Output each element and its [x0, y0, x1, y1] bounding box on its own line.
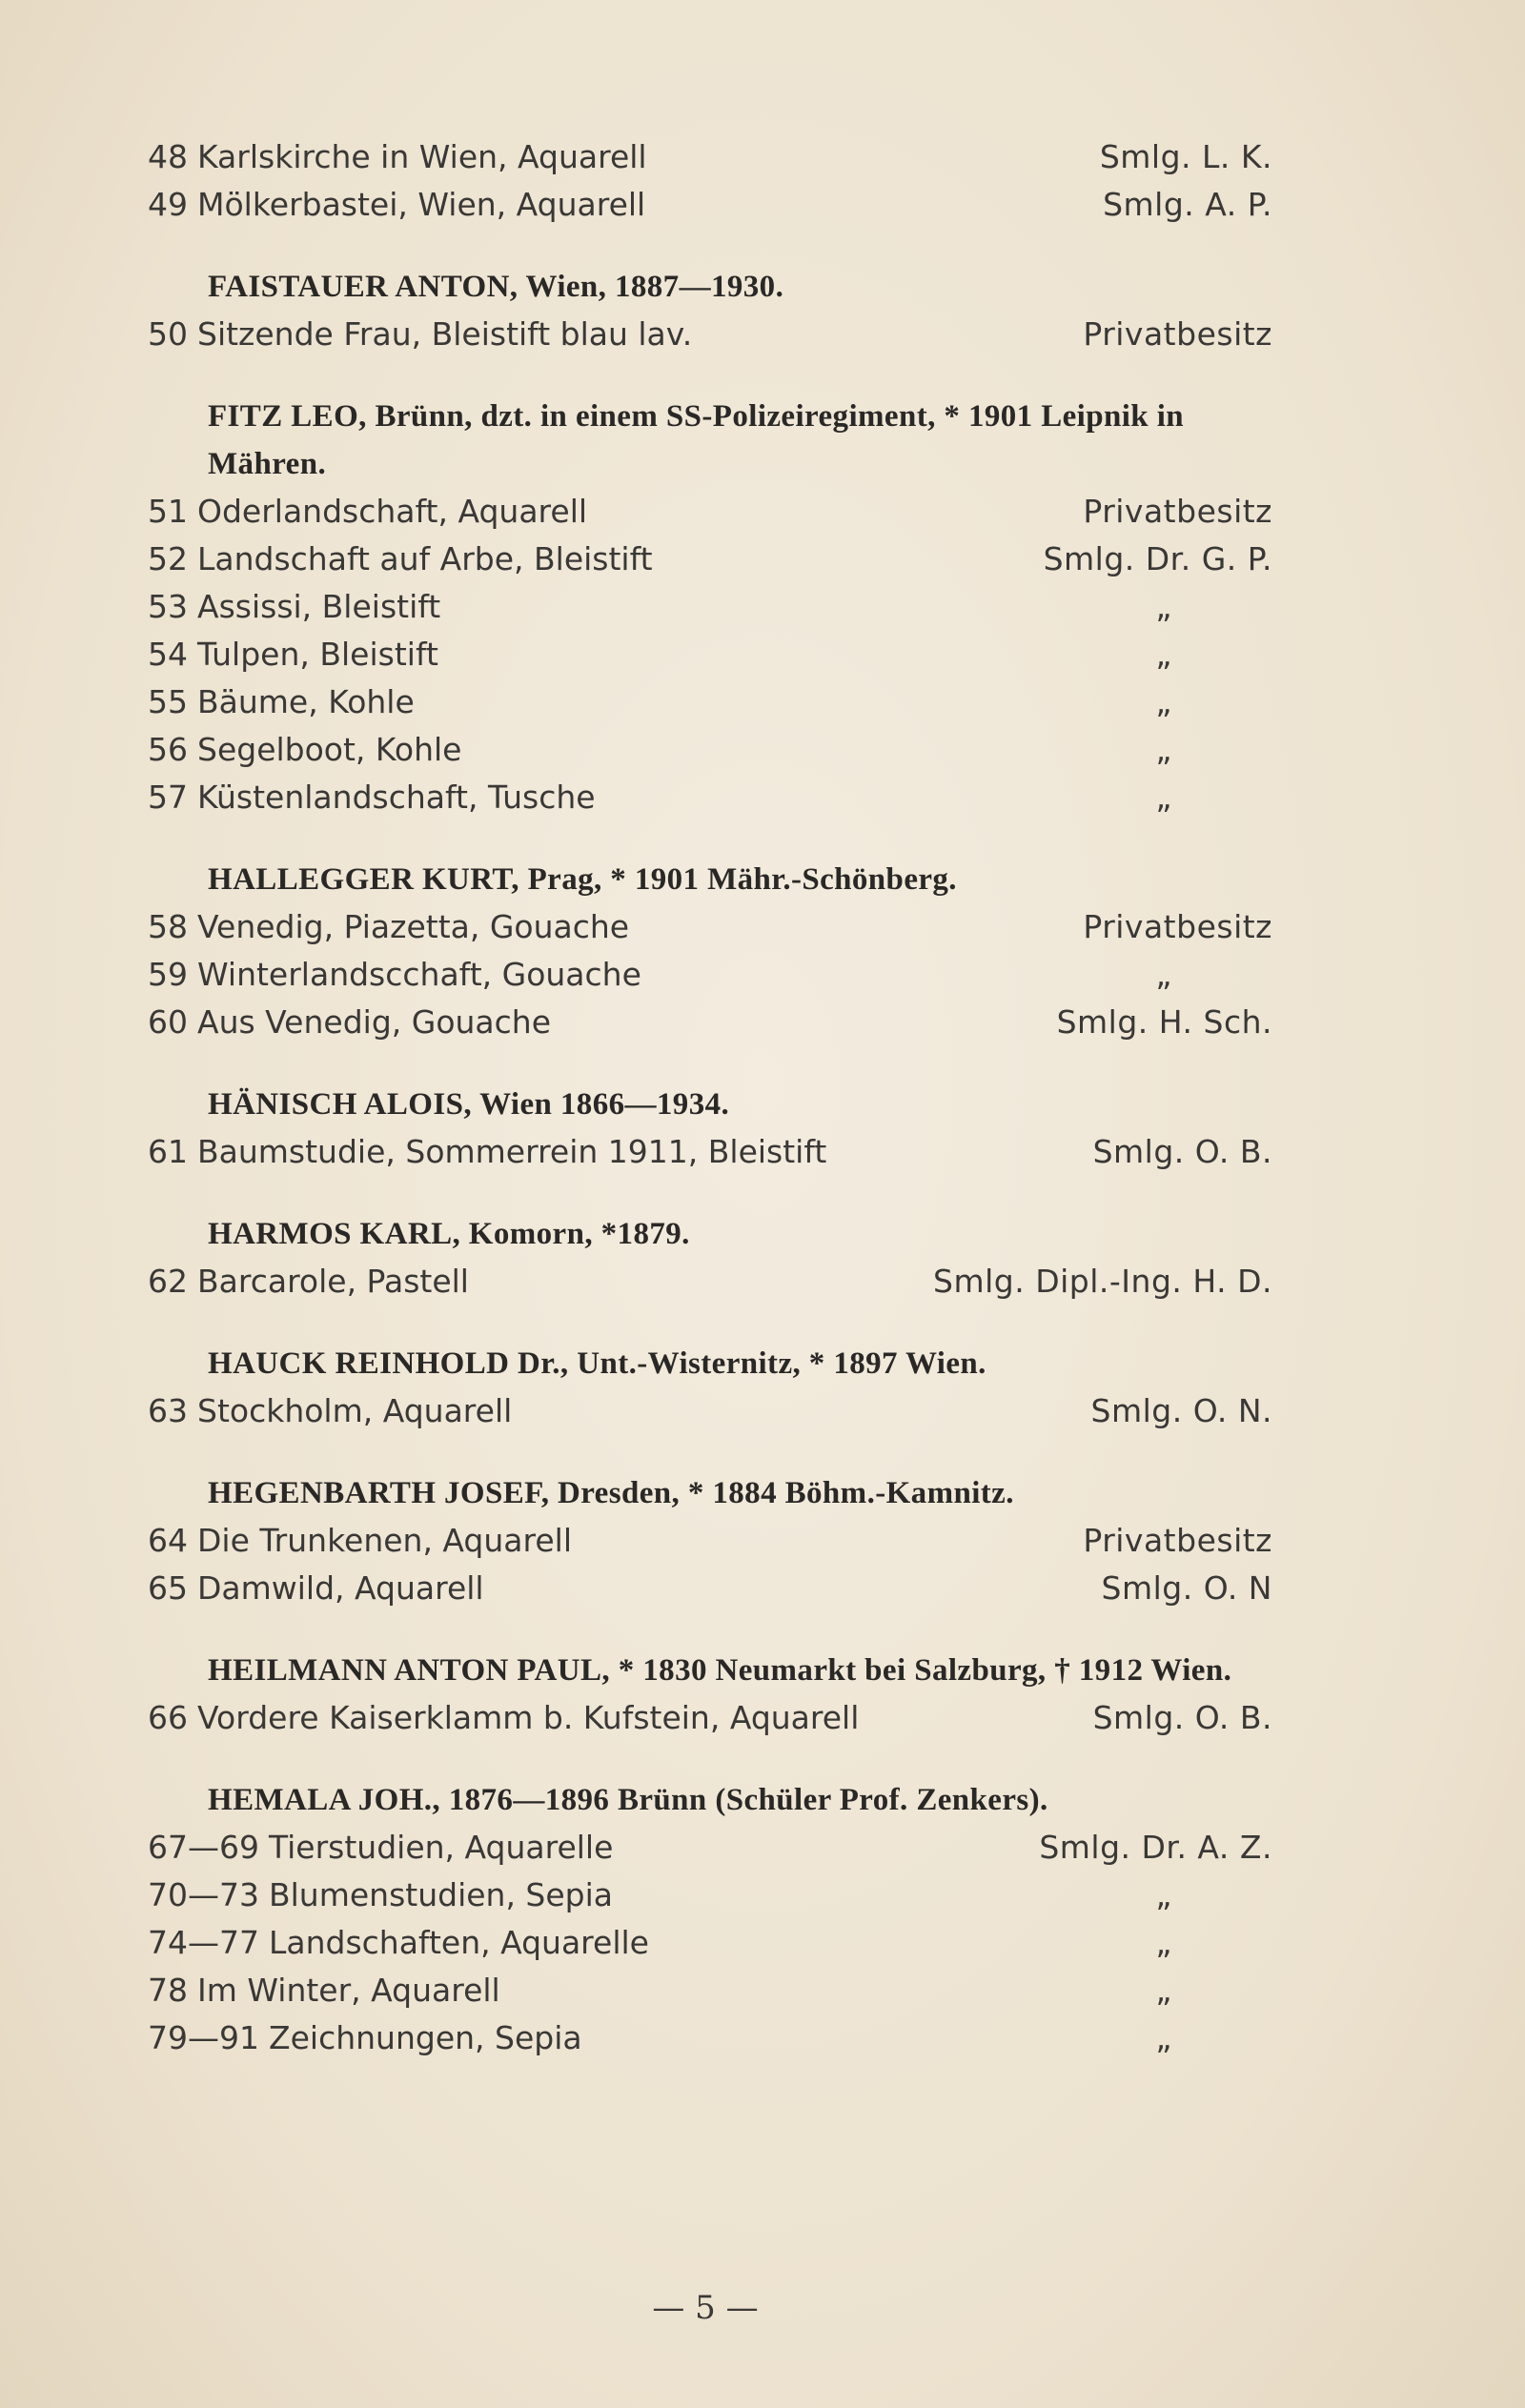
entry-number: 70—73: [148, 1876, 259, 1913]
entry-number: 78: [148, 1972, 188, 2009]
entry-number: 57: [148, 779, 188, 816]
entry-title: Die Trunkenen, Aquarell: [197, 1522, 572, 1559]
artist-section-hauck: [148, 1340, 1272, 1435]
entry-number: 53: [148, 588, 188, 625]
entry-number: 61: [148, 1133, 188, 1170]
catalog-entry: [148, 774, 1272, 821]
entry-owner-ditto: „: [1155, 956, 1172, 993]
entry-title: Sitzende Frau, Bleistift blau lav.: [197, 315, 693, 353]
entry-title: Karlskirche in Wien, Aquarell: [197, 138, 647, 175]
entry-owner: Smlg. Dipl.-Ing. H. D.: [933, 1263, 1272, 1300]
entry-title: Segelboot, Kohle: [197, 731, 462, 768]
entry-title: Tulpen, Bleistift: [197, 636, 438, 673]
entry-number: 66: [148, 1699, 188, 1736]
continued-entries: [148, 133, 1272, 229]
catalog-entry: [148, 536, 1272, 583]
entry-title: Zeichnungen, Sepia: [268, 2019, 582, 2056]
entry-number: 67—69: [148, 1829, 259, 1866]
entry-owner: Privatbesitz: [1083, 908, 1272, 945]
entry-title: Tierstudien, Aquarelle: [268, 1829, 614, 1866]
catalog-page: [148, 133, 1272, 2096]
catalog-entry: [148, 1258, 1272, 1305]
entry-owner-ditto: „: [1155, 779, 1172, 816]
artist-section-haenisch: [148, 1081, 1272, 1176]
entry-title: Winterlandscchaft, Gouache: [197, 956, 641, 993]
entry-owner: Smlg. Dr. A. Z.: [1039, 1829, 1272, 1866]
artist-section-heilmann: [148, 1647, 1272, 1742]
catalog-entry: [148, 583, 1272, 631]
entry-owner: Smlg. H. Sch.: [1056, 1003, 1272, 1041]
catalog-entry: [148, 133, 1272, 181]
catalog-entry: [148, 2014, 1272, 2062]
catalog-entry: [148, 1872, 1272, 1919]
catalog-entry: [148, 311, 1272, 358]
entry-title: Aus Venedig, Gouache: [197, 1003, 552, 1041]
artist-heading: HEGENBARTH JOSEF, Dresden, * 1884 Böhm.-Kamnitz.: [208, 1476, 1014, 1510]
entry-number: 52: [148, 540, 188, 577]
catalog-entry: [148, 488, 1272, 536]
entry-title: Stockholm, Aquarell: [197, 1392, 513, 1429]
entry-title: Mölkerbastei, Wien, Aquarell: [197, 186, 646, 223]
entry-number: 74—77: [148, 1924, 259, 1961]
entry-number: 65: [148, 1569, 188, 1607]
entry-owner: Smlg. O. B.: [1092, 1699, 1272, 1736]
entry-number: 48: [148, 138, 188, 175]
entry-owner: Smlg. Dr. G. P.: [1043, 540, 1272, 577]
artist-heading: HEMALA JOH., 1876—1896 Brünn (Schüler Prof. Zenkers).: [208, 1783, 1048, 1817]
catalog-entry: [148, 1824, 1272, 1872]
artist-heading: HARMOS KARL, Komorn, *1879.: [208, 1217, 690, 1251]
entry-title: Bäume, Kohle: [197, 683, 415, 720]
entry-title: Landschaft auf Arbe, Bleistift: [197, 540, 653, 577]
catalog-entry: [148, 1128, 1272, 1176]
entry-owner: Smlg. A. P.: [1103, 186, 1272, 223]
catalog-entry: [148, 1517, 1272, 1565]
artist-section-hemala: [148, 1776, 1272, 2062]
entry-title: Venedig, Piazetta, Gouache: [197, 908, 630, 945]
entry-owner-ditto: „: [1155, 588, 1172, 625]
entry-number: 49: [148, 186, 188, 223]
artist-section-fitz: [148, 393, 1272, 821]
entry-owner: Smlg. O. N: [1101, 1569, 1272, 1607]
entry-owner: Privatbesitz: [1083, 1522, 1272, 1559]
catalog-entry: [148, 903, 1272, 951]
artist-heading: HÄNISCH ALOIS, Wien 1866—1934.: [208, 1087, 730, 1122]
entry-owner: Privatbesitz: [1083, 315, 1272, 353]
entry-owner: Smlg. O. B.: [1092, 1133, 1272, 1170]
entry-number: 59: [148, 956, 188, 993]
catalog-entry: [148, 951, 1272, 999]
entry-number: 50: [148, 315, 188, 353]
entry-owner-ditto: „: [1155, 636, 1172, 673]
entry-title: Damwild, Aquarell: [197, 1569, 484, 1607]
artist-section-faistauer: [148, 263, 1272, 358]
catalog-entry: [148, 1387, 1272, 1435]
entry-owner-ditto: „: [1155, 1972, 1172, 2009]
entry-number: 79—91: [148, 2019, 259, 2056]
artist-section-harmos: [148, 1210, 1272, 1305]
catalog-entry: [148, 1967, 1272, 2014]
artist-heading: FITZ LEO, Brünn, dzt. in einem SS-Polizeiregiment, * 1901 Leipnik in Mähren.: [208, 399, 1185, 481]
entry-title: Barcarole, Pastell: [197, 1263, 469, 1300]
entry-number: 54: [148, 636, 188, 673]
entry-owner-ditto: „: [1155, 2019, 1172, 2056]
entry-owner: Smlg. L. K.: [1099, 138, 1272, 175]
entry-owner: Smlg. O. N.: [1090, 1392, 1272, 1429]
entry-number: 51: [148, 493, 188, 530]
entry-number: 62: [148, 1263, 188, 1300]
entry-number: 60: [148, 1003, 188, 1041]
entry-title: Blumenstudien, Sepia: [268, 1876, 614, 1913]
entry-number: 55: [148, 683, 188, 720]
entry-owner: Privatbesitz: [1083, 493, 1272, 530]
catalog-entry: [148, 181, 1272, 229]
entry-number: 64: [148, 1522, 188, 1559]
artist-heading: HALLEGGER KURT, Prag, * 1901 Mähr.-Schönberg.: [208, 862, 957, 897]
entry-owner-ditto: „: [1155, 1924, 1172, 1961]
entry-owner-ditto: „: [1155, 731, 1172, 768]
catalog-entry: [148, 1565, 1272, 1612]
entry-title: Baumstudie, Sommerrein 1911, Bleistift: [197, 1133, 827, 1170]
entry-title: Assissi, Bleistift: [197, 588, 441, 625]
catalog-entry: [148, 726, 1272, 774]
artist-heading: HAUCK REINHOLD Dr., Unt.-Wisternitz, * 1897 Wien.: [208, 1346, 986, 1381]
entry-number: 58: [148, 908, 188, 945]
entry-title: Im Winter, Aquarell: [197, 1972, 500, 2009]
entry-owner-ditto: „: [1155, 683, 1172, 720]
entry-title: Vordere Kaiserklamm b. Kufstein, Aquarell: [197, 1699, 860, 1736]
entry-title: Landschaften, Aquarelle: [268, 1924, 649, 1961]
entry-owner-ditto: „: [1155, 1876, 1172, 1913]
artist-section-hegenbarth: [148, 1469, 1272, 1612]
catalog-entry: [148, 1694, 1272, 1742]
catalog-entry: [148, 999, 1272, 1046]
entry-number: 63: [148, 1392, 188, 1429]
artist-heading: HEILMANN ANTON PAUL, * 1830 Neumarkt bei Salzburg, † 1912 Wien.: [208, 1653, 1232, 1688]
artist-section-hallegger: [148, 856, 1272, 1046]
entry-title: Oderlandschaft, Aquarell: [197, 493, 588, 530]
entry-number: 56: [148, 731, 188, 768]
entry-title: Küstenlandschaft, Tusche: [197, 779, 596, 816]
catalog-entry: [148, 1919, 1272, 1967]
page-number: — 5 —: [652, 2289, 759, 2327]
artist-heading: FAISTAUER ANTON, Wien, 1887—1930.: [208, 270, 784, 304]
catalog-entry: [148, 678, 1272, 726]
catalog-entry: [148, 631, 1272, 678]
